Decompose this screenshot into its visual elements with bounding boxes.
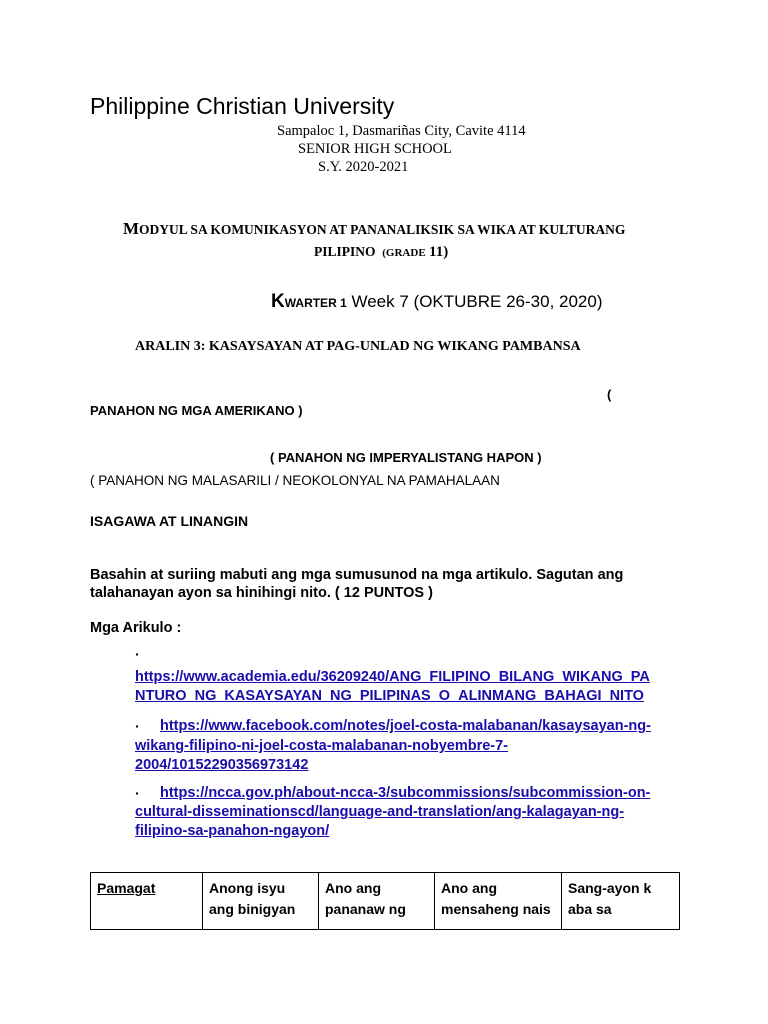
module-title-line1	[123, 219, 625, 239]
table-header-cell: Ano ang mensaheng nais	[435, 873, 562, 930]
quarter-label: WARTER 1	[284, 296, 347, 310]
articles-label: Mga Arikulo :	[90, 620, 182, 636]
header-pamagat: Pamagat	[97, 880, 156, 896]
period-independent: ( PANAHON NG MALASARILI / NEOKOLONYAL NA PAMAHALAAN	[90, 473, 500, 488]
lesson-title: ARALIN 3: KASAYSAYAN AT PAG-UNLAD NG WIKANG PAMBANSA	[135, 339, 581, 354]
article-link-2-line3[interactable]: 2004/10152290356973142	[135, 757, 309, 773]
table-header-cell: Sang-ayon k aba sa	[562, 873, 680, 930]
period-americans: PANAHON NG MGA AMERIKANO )	[90, 403, 303, 418]
bullet-1: ·	[135, 646, 140, 662]
bullet-3: ·	[135, 785, 140, 801]
table-header-cell: Ano ang pananaw ng	[319, 873, 435, 930]
article-link-3-line1[interactable]: https://ncca.gov.ph/about-ncca-3/subcommissions/subcommission-on-	[160, 785, 651, 801]
period-japanese: ( PANAHON NG IMPERYALISTANG HAPON )	[270, 450, 542, 465]
module-title-line2	[314, 244, 448, 261]
school-department: SENIOR HIGH SCHOOL	[298, 141, 452, 157]
bullet-2: ·	[135, 718, 140, 734]
instruction-line1: Basahin at suriing mabuti ang mga sumusunod na mga artikulo. Sagutan ang	[90, 567, 624, 583]
quarter-initial: K	[271, 291, 285, 312]
article-link-2-line2[interactable]: wikang-filipino-ni-joel-costa-malabanan-nobyembre-7-	[135, 738, 509, 754]
school-address: Sampaloc 1, Dasmariñas City, Cavite 4114	[277, 123, 526, 139]
article-link-2-line1[interactable]: https://www.facebook.com/notes/joel-costa-malabanan/kasaysayan-ng-	[160, 718, 651, 734]
table-header-cell	[91, 873, 203, 930]
table-header-cell: Anong isyu ang binigyan	[203, 873, 319, 930]
open-parenthesis: (	[607, 387, 612, 402]
article-link-1-line1[interactable]: https://www.academia.edu/36209240/ANG_FILIPINO_BILANG_WIKANG_PA	[135, 669, 650, 685]
article-link-1-line2[interactable]: NTURO_NG_KASAYSAYAN_NG_PILIPINAS_O_ALINMANG_BAHAGI_NITO	[135, 688, 644, 704]
module-subject: PILIPINO	[314, 244, 376, 259]
quarter-line	[271, 291, 603, 313]
article-link-3-line2[interactable]: cultural-disseminationscd/language-and-translation/ang-kalagayan-ng-	[135, 804, 625, 820]
module-title-initial: M	[123, 219, 140, 238]
analysis-table	[90, 872, 680, 930]
school-year: S.Y. 2020-2021	[318, 159, 409, 175]
table-header-row	[91, 873, 680, 930]
quarter-week: Week 7 (OKTUBRE 26-30, 2020)	[351, 292, 603, 311]
module-grade-label: (GRADE	[382, 247, 426, 259]
instruction-line2: talahanayan ayon sa hinihingi nito. ( 12 PUNTOS )	[90, 585, 433, 601]
module-grade-number: 11)	[429, 244, 449, 260]
university-name: Philippine Christian University	[90, 93, 395, 119]
article-link-3-line3[interactable]: filipino-sa-panahon-ngayon/	[135, 823, 330, 839]
module-title-rest: ODYUL SA KOMUNIKASYON AT PANANALIKSIK SA WIKA AT KULTURANG	[139, 222, 626, 237]
activity-heading: ISAGAWA AT LINANGIN	[90, 513, 249, 529]
